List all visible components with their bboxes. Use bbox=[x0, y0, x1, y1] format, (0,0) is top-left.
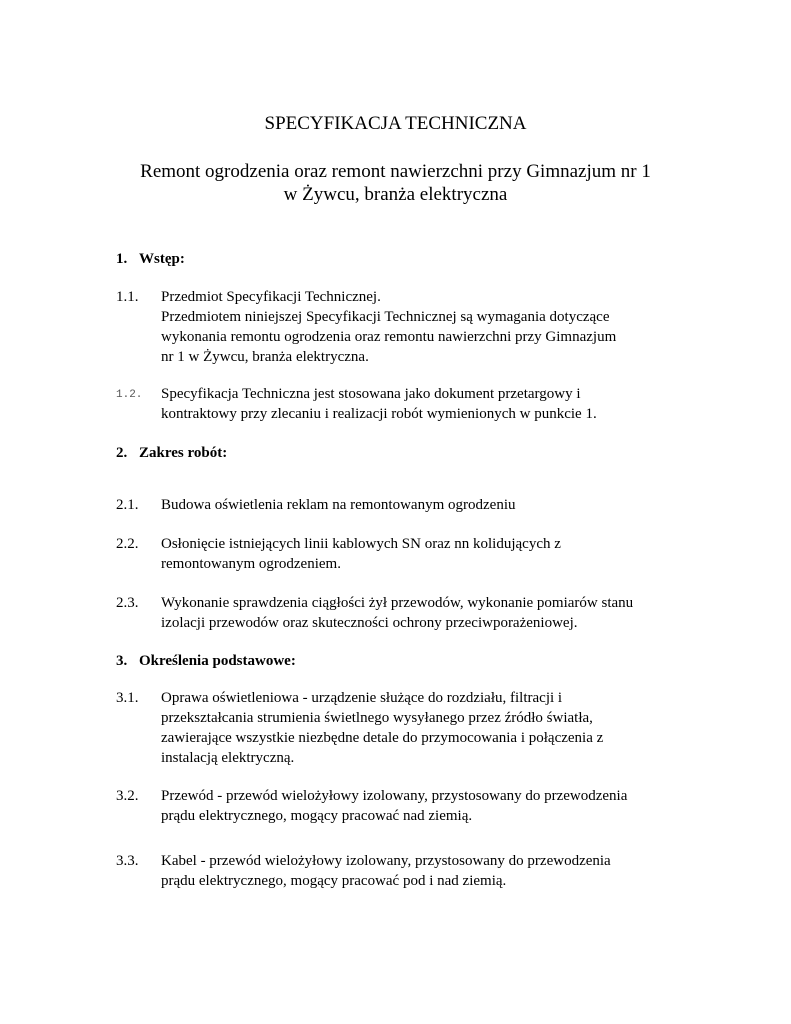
section-title: Określenia podstawowe: bbox=[139, 653, 296, 669]
item-number: 2.2. bbox=[116, 536, 139, 552]
item-line: wykonania remontu ogrodzenia oraz remontu nawierzchni przy Gimnazjum bbox=[161, 329, 617, 345]
section-heading-wstep bbox=[116, 250, 185, 268]
item-line: Oprawa oświetleniowa - urządzenie służące do rozdziału, filtracji i bbox=[161, 690, 563, 706]
item-line: prądu elektrycznego, mogący pracować pod i nad ziemią. bbox=[161, 873, 507, 889]
item-line: Osłonięcie istniejących linii kablowych SN oraz nn kolidujących z bbox=[161, 536, 561, 552]
document-title: SPECYFIKACJA TECHNICZNA bbox=[264, 113, 527, 134]
section-title: Zakres robót: bbox=[139, 445, 228, 461]
item-line: kontraktowy przy zlecaniu i realizacji robót wymienionych w punkcie 1. bbox=[161, 406, 597, 422]
item-text bbox=[161, 534, 721, 574]
item-number: 1.1. bbox=[116, 289, 139, 305]
subtitle-line: w Żywcu, branża elektryczna bbox=[283, 184, 508, 205]
item-text bbox=[161, 384, 721, 424]
item-text bbox=[161, 851, 721, 891]
item-text bbox=[161, 593, 721, 633]
item-line: Przedmiotem niniejszej Specyfikacji Technicznej są wymagania dotyczące bbox=[161, 309, 610, 325]
section-number: 3. bbox=[116, 653, 128, 669]
item-line: Przedmiot Specyfikacji Technicznej. bbox=[161, 289, 381, 305]
item-number: 3.1. bbox=[116, 690, 139, 706]
item-line: Specyfikacja Techniczna jest stosowana jako dokument przetargowy i bbox=[161, 386, 581, 402]
item-line: Przewód - przewód wielożyłowy izolowany, przystosowany do przewodzenia bbox=[161, 788, 628, 804]
item-line: przekształcania strumienia świetlnego wysyłanego przez źródło światła, bbox=[161, 710, 593, 726]
item-text bbox=[161, 688, 721, 768]
item-text bbox=[161, 495, 721, 515]
item-line: prądu elektrycznego, mogący pracować nad ziemią. bbox=[161, 808, 473, 824]
item-number: 2.1. bbox=[116, 497, 139, 513]
item-line: instalacją elektryczną. bbox=[161, 750, 295, 766]
item-line: Wykonanie sprawdzenia ciągłości żył przewodów, wykonanie pomiarów stanu bbox=[161, 595, 634, 611]
item-line: zawierające wszystkie niezbędne detale do przymocowania i połączenia z bbox=[161, 730, 604, 746]
document-subtitle bbox=[0, 160, 791, 206]
section-heading-zakres-robot bbox=[116, 444, 227, 462]
item-line: Budowa oświetlenia reklam na remontowanym ogrodzeniu bbox=[161, 497, 516, 513]
item-line: remontowanym ogrodzeniem. bbox=[161, 556, 341, 572]
item-number: 3.3. bbox=[116, 853, 139, 869]
item-number: 1.2. bbox=[116, 389, 143, 401]
section-number: 1. bbox=[116, 251, 128, 267]
item-line: Kabel - przewód wielożyłowy izolowany, przystosowany do przewodzenia bbox=[161, 853, 611, 869]
section-number: 2. bbox=[116, 445, 128, 461]
item-number: 3.2. bbox=[116, 788, 139, 804]
item-line: nr 1 w Żywcu, branża elektryczna. bbox=[161, 349, 369, 365]
section-title: Wstęp: bbox=[139, 251, 185, 267]
item-text bbox=[161, 287, 721, 367]
item-text bbox=[161, 786, 721, 826]
item-line: izolacji przewodów oraz skuteczności ochrony przeciwporażeniowej. bbox=[161, 615, 578, 631]
section-heading-okreslenia-podstawowe bbox=[116, 652, 296, 670]
item-number: 2.3. bbox=[116, 595, 139, 611]
subtitle-line: Remont ogrodzenia oraz remont nawierzchni przy Gimnazjum nr 1 bbox=[140, 161, 651, 182]
